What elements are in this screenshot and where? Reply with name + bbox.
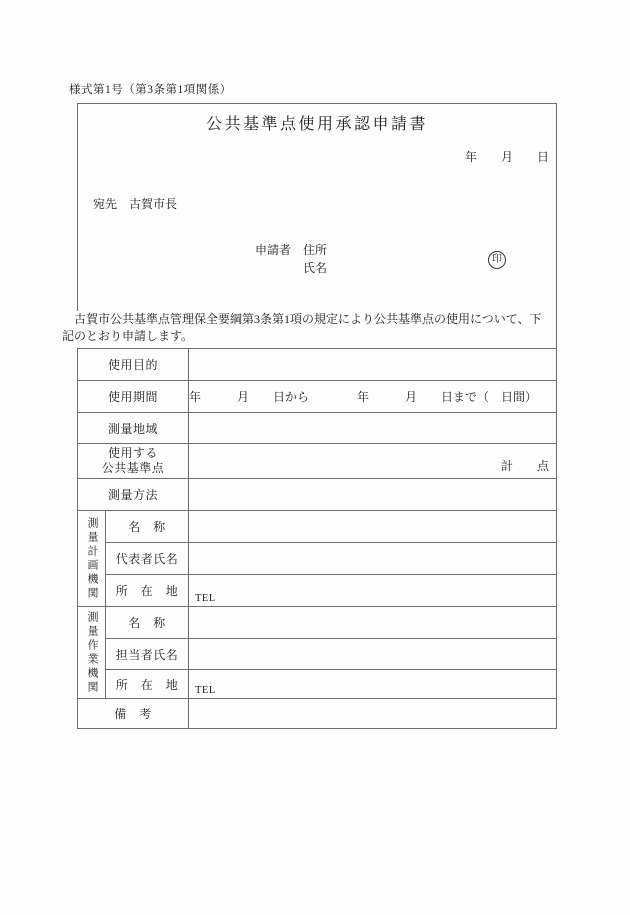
applicant-address-line: 申請者 住所 (255, 243, 328, 257)
table-row (78, 607, 557, 639)
application-paragraph (62, 311, 560, 345)
usage-purpose-label: 使用目的 (78, 349, 189, 381)
planning-org-name-label: 名 称 (106, 511, 189, 543)
planning-org-name-cell (189, 511, 557, 543)
planning-org-rep-label: 代表者氏名 (106, 543, 189, 575)
survey-method-label: 測量方法 (78, 479, 189, 511)
planning-org-rep-cell (189, 543, 557, 575)
remarks-label: 備 考 (78, 699, 189, 729)
working-org-vertical-label: 測量作業機関 (78, 607, 106, 699)
planning-org-address-cell (189, 575, 557, 607)
table-row (78, 444, 557, 479)
ref-points-label-line-2: 公共基準点 (101, 461, 165, 475)
ref-points-cell (189, 444, 557, 479)
working-org-name-label: 名 称 (106, 607, 189, 639)
working-org-staff-cell (189, 639, 557, 670)
working-org-address-cell (189, 670, 557, 699)
table-row (78, 381, 557, 413)
working-org-name-cell (189, 607, 557, 639)
usage-period-label: 使用期間 (78, 381, 189, 413)
table-row (78, 543, 557, 575)
date-line: 年 月 日 (464, 150, 549, 164)
remarks-cell (189, 699, 557, 729)
paragraph-line-2: 記のとおり申請します。 (62, 329, 194, 343)
working-org-staff-label: 担当者氏名 (106, 639, 189, 670)
usage-period-cell: 年 月 日から 年 月 日まで（ 日間） (189, 381, 557, 413)
ref-points-label (78, 444, 189, 479)
box-left-border (77, 103, 78, 311)
paragraph-line-1: 古賀市公共基準点管理保全要綱第3条第1項の規定により公共基準点の使用について、下 (62, 312, 542, 326)
form-title: 公共基準点使用承認申請書 (205, 116, 428, 133)
box-top-border (77, 103, 557, 104)
table-row (78, 699, 557, 729)
survey-method-cell (189, 479, 557, 511)
planning-org-tel-label: TEL (195, 593, 216, 604)
applicant-name-line: 氏名 (303, 261, 328, 275)
table-row (78, 479, 557, 511)
table-row (78, 349, 557, 381)
usage-purpose-cell (189, 349, 557, 381)
application-table (77, 348, 557, 729)
seal-icon: 印 (488, 251, 506, 269)
table-row (78, 670, 557, 699)
working-org-tel-label: TEL (195, 685, 216, 696)
table-row (78, 639, 557, 670)
table-row (78, 413, 557, 444)
survey-area-cell (189, 413, 557, 444)
survey-area-label: 測量地域 (78, 413, 189, 444)
ref-points-label-line-1: 使用する (108, 446, 159, 460)
form-number-label: 様式第1号（第3条第1項関係） (69, 84, 232, 96)
working-org-address-label: 所 在 地 (106, 670, 189, 699)
planning-org-address-label: 所 在 地 (106, 575, 189, 607)
table-row (78, 511, 557, 543)
planning-org-vertical-label: 測量計画機関 (78, 511, 106, 607)
table-row (78, 575, 557, 607)
addressee-line: 宛先 古賀市長 (93, 197, 178, 211)
ref-points-total-text: 計 点 (500, 459, 549, 473)
